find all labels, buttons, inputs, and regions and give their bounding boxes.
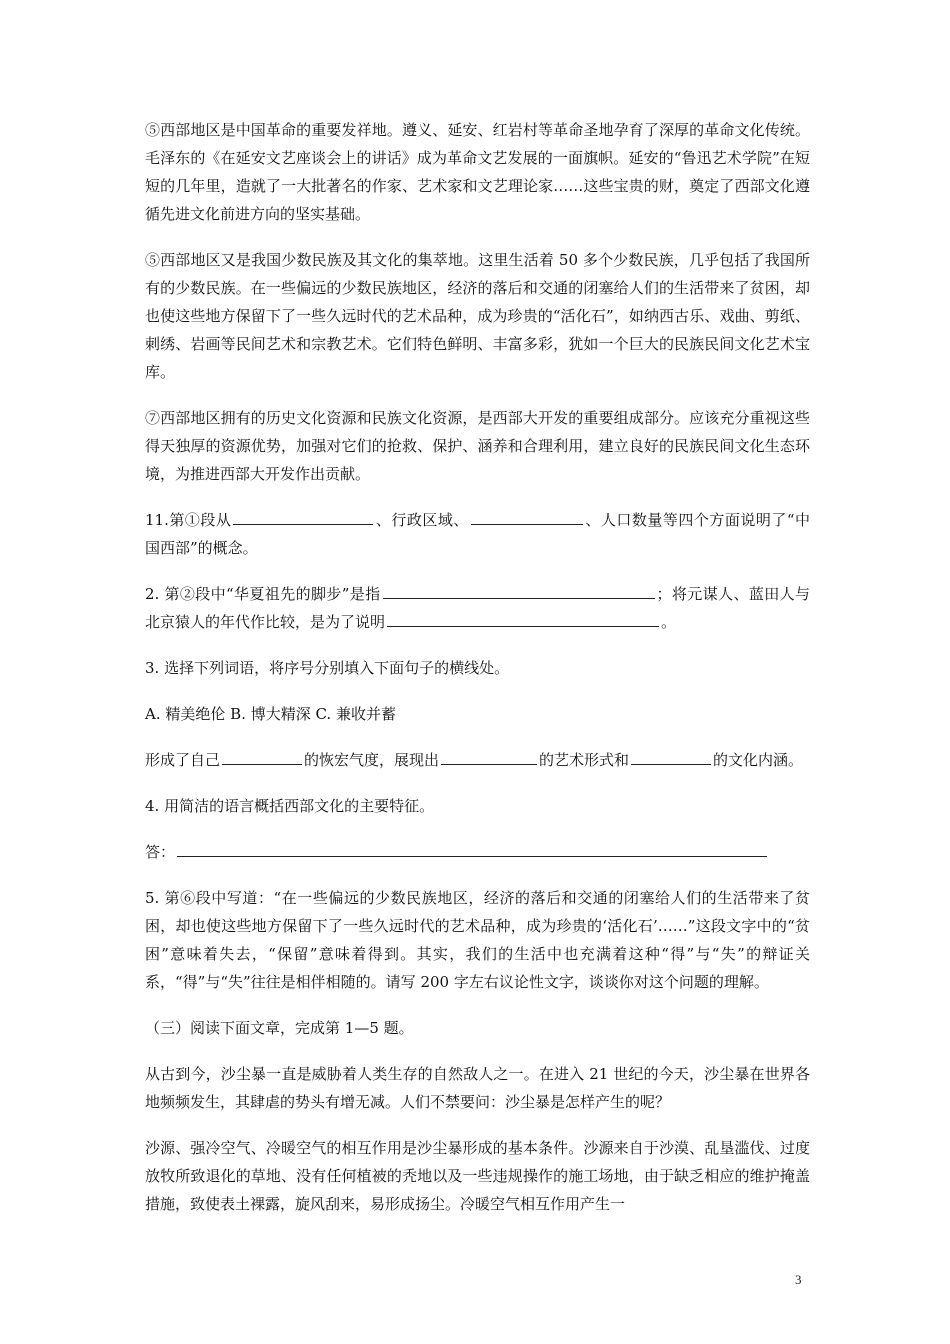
question-2-blank-1[interactable]: [383, 580, 655, 599]
question-2-text-b: ；将元谋人、蓝田人与北京猿人的年代作比较，是为了说明: [145, 585, 810, 631]
question-3-blank-2[interactable]: [441, 746, 537, 765]
question-1-text-a: 11.第①段从: [145, 511, 232, 529]
page-number: 3: [795, 1272, 802, 1287]
question-5: 5. 第⑥段中写道：“在一些偏远的少数民族地区，经济的落后和交通的闭塞给人们的生活带来了贫困，却也使这些地方保留下了一些久远时代的艺术品种，成为珍贵的‘活化石’……”这段文字中的“贫困”意味着失去，“保留”意味着得到。其实，我们的生活中也充满着这种“得”与“失”的辩证关系，“得”与“失”往往是相伴相随的。请写 200 字左右议论性文字，谈谈你对这个问题的理解。: [145, 889, 810, 991]
question-3-blank-1[interactable]: [222, 746, 302, 765]
question-3-text-c: 的艺术形式和: [539, 751, 630, 769]
question-3-blank-3[interactable]: [631, 746, 711, 765]
question-3-options: A. 精美绝伦 B. 博大精深 C. 兼收并蓄: [145, 705, 396, 723]
section-3-paragraph-2: 沙源、强冷空气、冷暖空气的相互作用是沙尘暴形成的基本条件。沙源来自于沙漠、乱垦滥伐、过度放牧所致退化的草地、没有任何植被的秃地以及一些违规操作的施工场地，由于缺乏相应的维护掩盖措施，致使表土裸露，旋风刮来，易形成扬尘。冷暖空气相互作用产生一: [145, 1139, 810, 1213]
question-1: [145, 506, 810, 562]
question-3-text-b: 的恢宏气度，展现出: [304, 751, 440, 769]
question-3-prompt: 3. 选择下列词语，将序号分别填入下面句子的横线处。: [145, 659, 510, 677]
question-1-blank-2[interactable]: [471, 506, 583, 525]
question-3-text-d: 的文化内涵。: [713, 751, 804, 769]
question-1-text-c: 、人口数量等四个方面说明了“中国西部”的概念。: [145, 511, 811, 557]
question-4-answer-label: 答：: [145, 843, 176, 861]
section-3-heading: （三）阅读下面文章，完成第 1—5 题。: [145, 1019, 414, 1037]
question-2-blank-2[interactable]: [387, 608, 659, 627]
question-3-sentence: [145, 746, 810, 774]
document-body: [145, 116, 810, 1236]
question-4-prompt: 4. 用简洁的语言概括西部文化的主要特征。: [145, 797, 435, 815]
question-2: [145, 580, 810, 636]
question-4-answer: [145, 838, 810, 866]
question-1-blank-1[interactable]: [233, 506, 373, 525]
question-2-text-a: 2. 第②段中“华夏祖先的脚步”是指: [145, 585, 381, 603]
paragraph-5: ⑤西部地区是中国革命的重要发祥地。遵义、延安、红岩村等革命圣地孕育了深厚的革命文化传统。毛泽东的《在延安文艺座谈会上的讲话》成为革命文艺发展的一面旗帜。延安的“鲁迅艺术学院”在短短的几年里，造就了一大批著名的作家、艺术家和文艺理论家……这些宝贵的财，奠定了西部文化遵循先进文化前进方向的坚实基础。: [145, 121, 810, 223]
question-1-text-b: 、行政区域、: [375, 511, 469, 529]
question-3-text-a: 形成了自己: [145, 751, 221, 769]
paragraph-6: ⑤西部地区又是我国少数民族及其文化的集萃地。这里生活着 50 多个少数民族，几乎包括了我国所有的少数民族。在一些偏远的少数民族地区，经济的落后和交通的闭塞给人们的生活带来了贫困，却也使这些地方保留下了一些久远时代的艺术品种，成为珍贵的“活化石”，如纳西古乐、戏曲、剪纸、刺绣、岩画等民间艺术和宗教艺术。它们特色鲜明、丰富多彩，犹如一个巨大的民族民间文化艺术宝库。: [145, 251, 810, 381]
question-2-text-c: 。: [661, 613, 677, 631]
question-4-answer-blank[interactable]: [177, 838, 767, 857]
section-3-paragraph-1: 从古到今，沙尘暴一直是威胁着人类生存的自然敌人之一。在进入 21 世纪的今天，沙尘暴在世界各地频频发生，其肆虐的势头有增无减。人们不禁要问：沙尘暴是怎样产生的呢？: [145, 1065, 810, 1111]
paragraph-7: ⑦西部地区拥有的历史文化资源和民族文化资源，是西部大开发的重要组成部分。应该充分重视这些得天独厚的资源优势，加强对它们的抢救、保护、涵养和合理利用，建立良好的民族民间文化生态环境，为推进西部大开发作出贡献。: [145, 409, 810, 483]
